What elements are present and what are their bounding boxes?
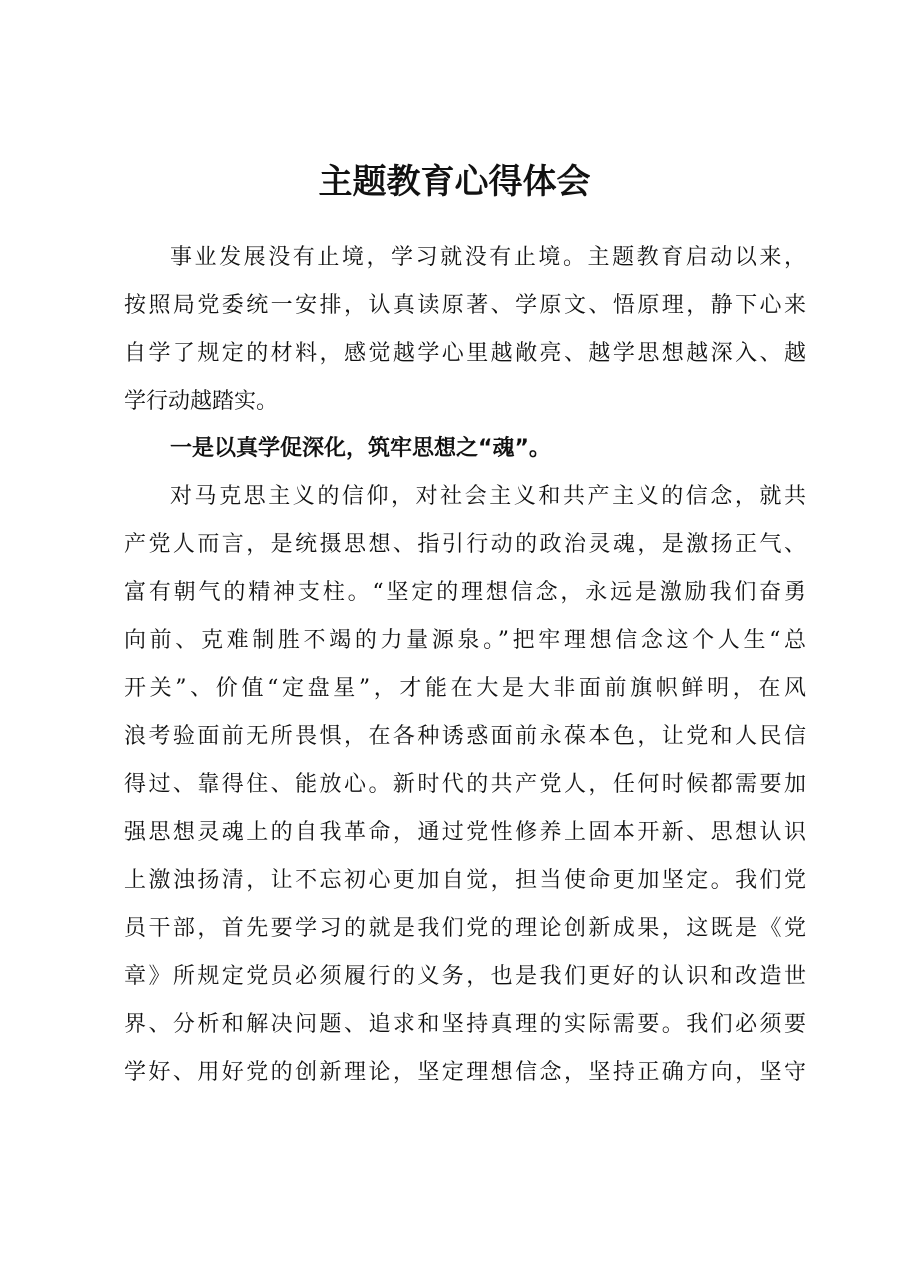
paragraph-line: 学行动越踏实。 bbox=[124, 389, 279, 414]
paragraph-line: 章》所规定党员必须履行的义务，也是我们更好的认识和改造世 bbox=[124, 964, 806, 989]
paragraph-line: 强思想灵魂上的自我革命，通过党性修养上固本开新、思想认识 bbox=[124, 820, 806, 845]
paragraph-line: 按照局党委统一安排，认真读原著、学原文、悟原理，静下心来 bbox=[124, 293, 806, 318]
paragraph-line: 事业发展没有止境，学习就没有止境。主题教育启动以来， bbox=[170, 245, 806, 270]
paragraph-line: 界、分析和解决问题、追求和坚持真理的实际需要。我们必须要 bbox=[124, 1012, 806, 1037]
paragraph-line: 开关”、价值“定盘星”，才能在大是大非面前旗帜鲜明，在风 bbox=[124, 676, 806, 701]
paragraph-line: 上激浊扬清，让不忘初心更加自觉，担当使命更加坚定。我们党 bbox=[124, 868, 806, 893]
paragraph-line: 富有朝气的精神支柱。“坚定的理想信念，永远是激励我们奋勇 bbox=[124, 580, 806, 605]
paragraph-line: 学好、用好党的创新理论，坚定理想信念，坚持正确方向，坚守 bbox=[124, 1060, 806, 1085]
paragraph-line: 自学了规定的材料，感觉越学心里越敞亮、越学思想越深入、越 bbox=[124, 341, 806, 366]
section-heading: 一是以真学促深化，筑牢思想之“魂”。 bbox=[170, 436, 551, 461]
paragraph-line: 员干部，首先要学习的就是我们党的理论创新成果，这既是《党 bbox=[124, 916, 806, 941]
document-title: 主题教育心得体会 bbox=[318, 162, 591, 202]
paragraph-line: 向前、克难制胜不竭的力量源泉。”把牢理想信念这个人生“总 bbox=[124, 628, 806, 653]
paragraph-line: 得过、靠得住、能放心。新时代的共产党人，任何时候都需要加 bbox=[124, 772, 806, 797]
paragraph-line: 产党人而言，是统摄思想、指引行动的政治灵魂，是激扬正气、 bbox=[124, 532, 806, 557]
paragraph-line: 对马克思主义的信仰，对社会主义和共产主义的信念，就共 bbox=[170, 484, 806, 509]
paragraph-line: 浪考验面前无所畏惧，在各种诱惑面前永葆本色，让党和人民信 bbox=[124, 724, 806, 749]
